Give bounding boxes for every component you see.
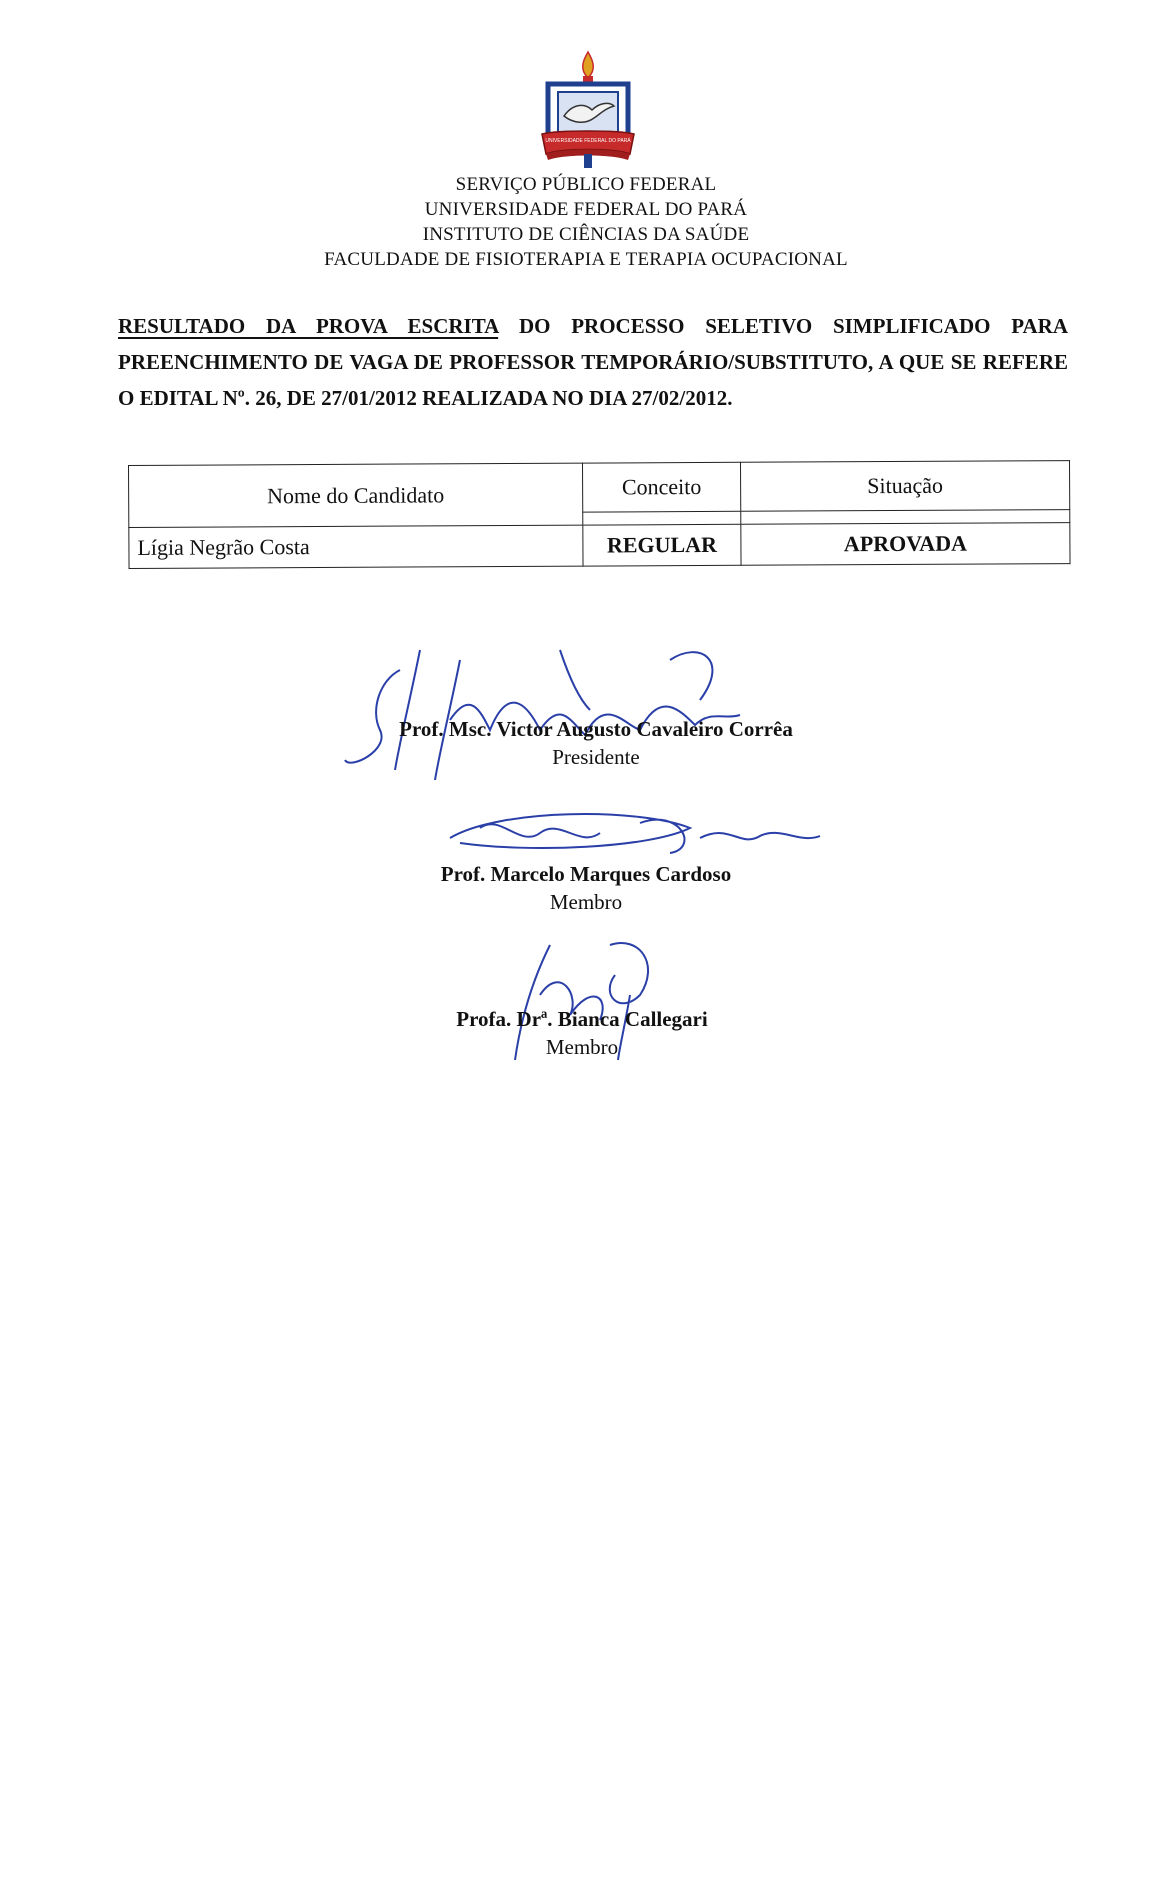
signature-block-member-2 xyxy=(0,1005,1168,1061)
header-line-3: INSTITUTO DE CIÊNCIAS DA SAÚDE xyxy=(422,224,750,245)
logo-seal-text: UNIVERSIDADE FEDERAL DO PARÁ xyxy=(545,138,631,144)
header-status: Situação xyxy=(740,461,1069,512)
title-rest: DO PROCESSO SELETIVO SIMPLIFICADO PARA PREENCHIMENTO DE VAGA DE PROFESSOR TEMPORÁRIO/SUBSTITUTO, A QUE SE REFERE O EDITAL Nº. 26, DE 27/01/2012 REALIZADA NO DIA 27/02/2012. xyxy=(118,314,1068,410)
institution-header xyxy=(0,172,1172,272)
signatory-name: Prof. Msc. Victor Augusto Cavaleiro Corrêa xyxy=(399,717,793,741)
header-line-1: SERVIÇO PÚBLICO FEDERAL xyxy=(455,174,717,195)
document-title xyxy=(118,308,1068,416)
header-line-4: FACULDADE DE FISIOTERAPIA E TERAPIA OCUPACIONAL xyxy=(324,249,848,270)
title-underlined: RESULTADO DA PROVA ESCRITA xyxy=(118,314,499,338)
university-logo xyxy=(528,50,648,172)
candidate-concept: REGULAR xyxy=(583,524,741,566)
signature-block-member-1 xyxy=(0,860,1172,916)
signature-scrawl-2 xyxy=(440,808,840,868)
header-line-2: UNIVERSIDADE FEDERAL DO PARÁ xyxy=(424,199,748,220)
signatory-role: Membro xyxy=(549,890,623,914)
signature-block-president xyxy=(10,715,1172,771)
candidate-name: Lígia Negrão Costa xyxy=(129,525,583,568)
table-header-row xyxy=(129,461,1070,515)
candidate-status: APROVADA xyxy=(741,523,1070,566)
table-row xyxy=(129,523,1070,569)
results-table xyxy=(128,460,1071,569)
signatory-name: Prof. Marcelo Marques Cardoso xyxy=(440,862,732,886)
header-candidate-name: Nome do Candidato xyxy=(129,463,583,527)
signatory-name: Profa. Drª. Bianca Callegari xyxy=(456,1007,708,1031)
signatory-role: Presidente xyxy=(552,745,640,769)
header-concept: Conceito xyxy=(582,462,740,512)
signatory-role: Membro xyxy=(545,1035,619,1059)
